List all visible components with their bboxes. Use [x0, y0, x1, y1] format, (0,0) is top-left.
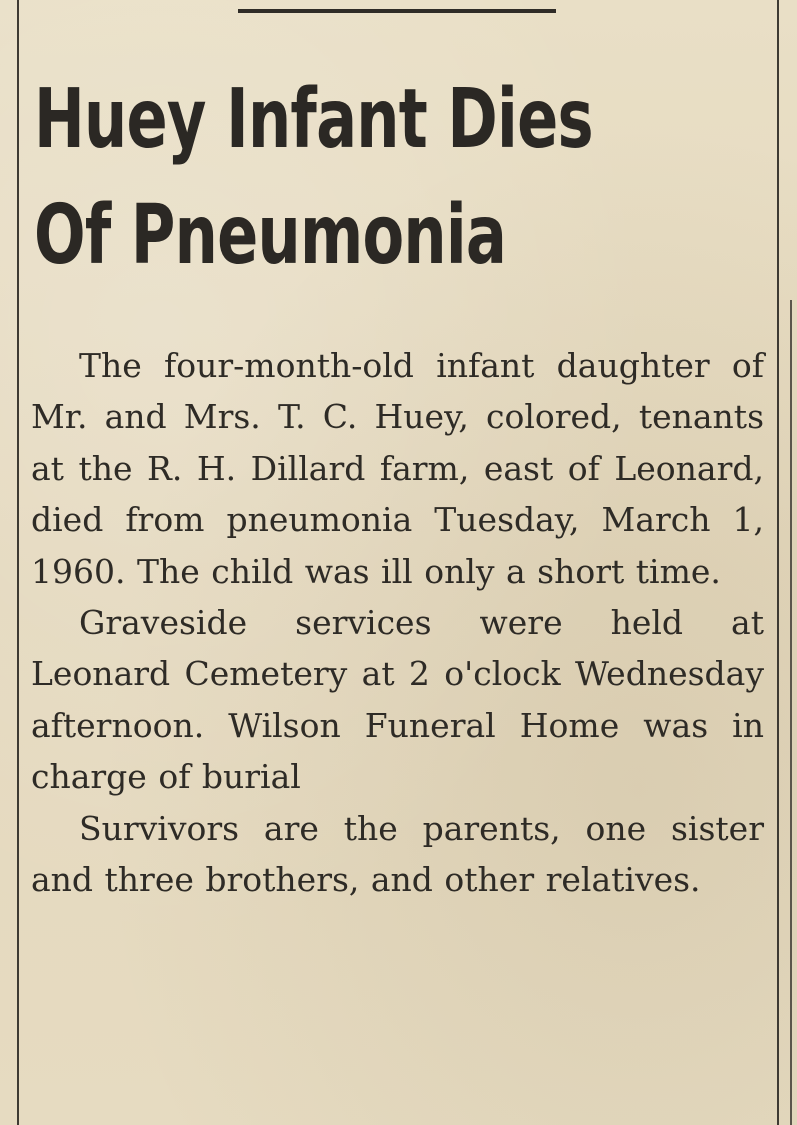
headline-line-1: Huey Infant Dies: [34, 72, 593, 167]
article-body: [31, 340, 764, 905]
top-column-rule: [238, 9, 556, 13]
paragraph-survivors: Survivors are the parents, one sister and three brothers, and other relatives.: [31, 808, 764, 900]
headline-line-2: Of Pneumonia: [34, 188, 507, 283]
headline: [34, 62, 593, 294]
paragraph-services: Graveside services were held at Leonard Cemetery at 2 o'clock Wednesday afternoon. Wilson Funeral Home was in charge of burial: [31, 603, 764, 797]
adjacent-column-rule: [790, 300, 792, 1125]
paragraph-death-notice: The four-month-old infant daughter of Mr. and Mrs. T. C. Huey, colored, tenants at the R. H. Dillard farm, east of Leonard, died from pneumonia Tuesday, March 1, 1960. The child was ill only a short time.: [31, 346, 764, 591]
left-column-rule: [17, 0, 19, 1125]
right-column-rule: [777, 0, 779, 1125]
